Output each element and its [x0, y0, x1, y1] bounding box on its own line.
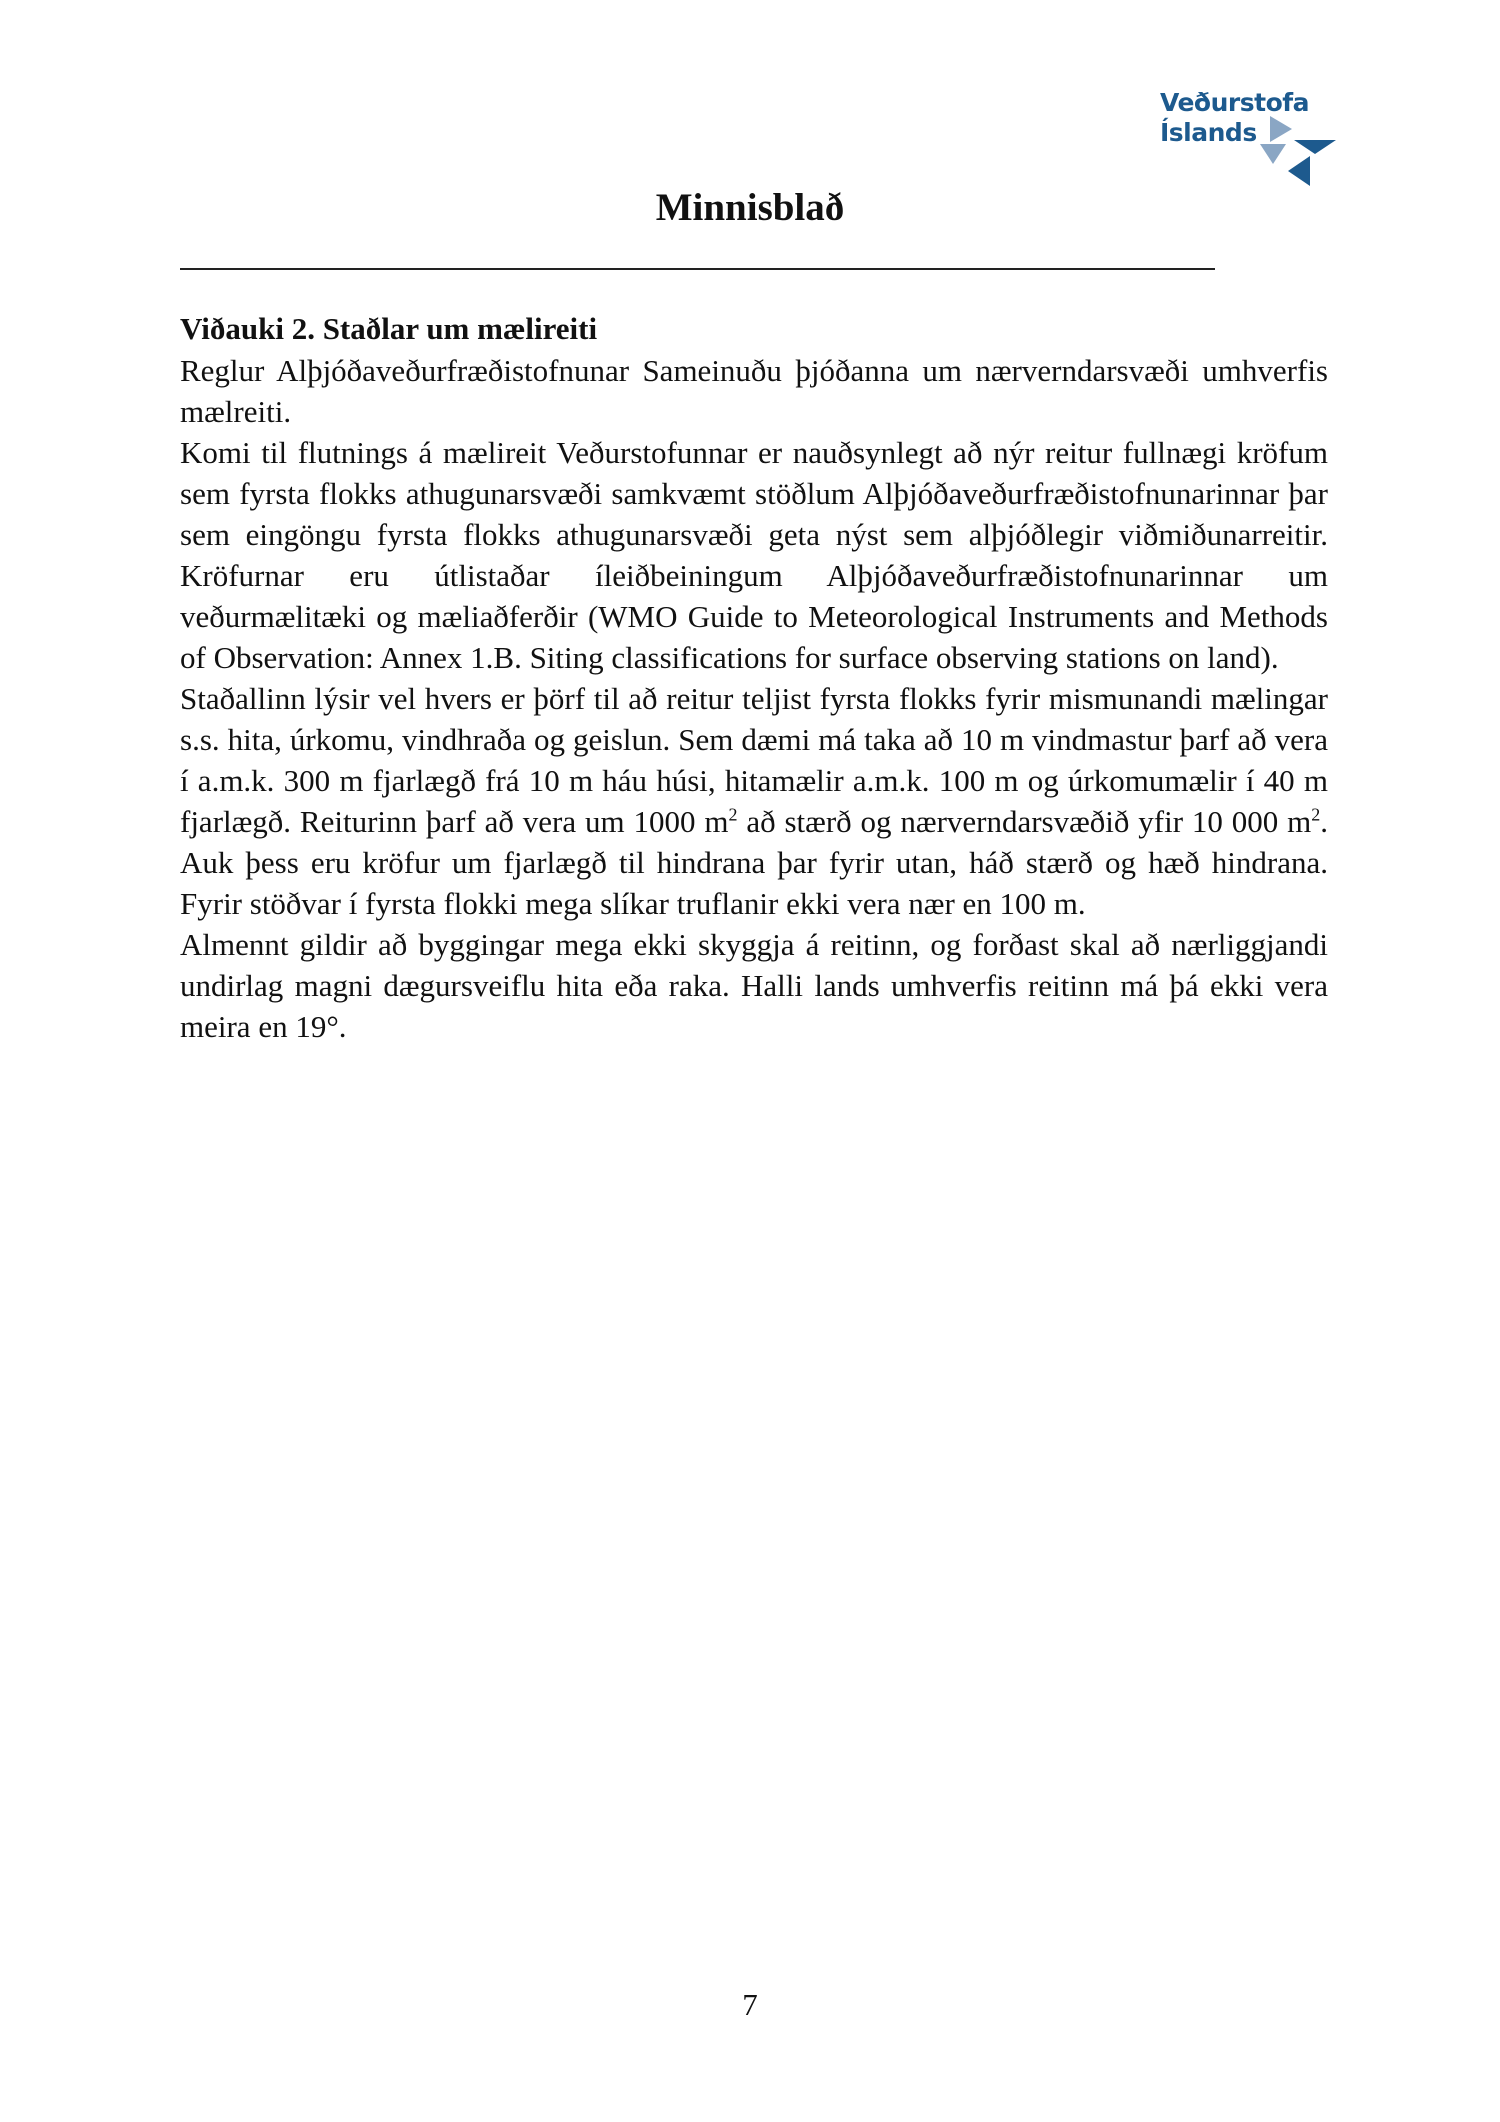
- document-title: Minnisblað: [655, 186, 845, 229]
- logo-line1: Veðurstofa: [1160, 88, 1309, 117]
- paragraph-3-part3: . Auk þess eru kröfur um fjarlægð til hindrana þar fyrir utan, háð stærð og hæð hindrana. Fyrir stöðvar í fyrsta flokki mega slíkar truflanir ekki vera nær en 100 m.: [180, 804, 1329, 921]
- organization-logo: [1160, 88, 1340, 188]
- logo-arrow-right: [1270, 116, 1292, 142]
- logo-arrow-left: [1288, 156, 1310, 186]
- document-body: [180, 308, 1328, 1047]
- paragraph-1: Reglur Alþjóðaveðurfræðistofnunar Sameinuðu þjóðanna um nærverndarsvæði umhverfis mælreiti.: [180, 353, 1328, 429]
- paragraph-3-part1: Staðallinn lýsir vel hvers er þörf til að reitur teljist fyrsta flokks fyrir mismunandi mælingar s.s. hita, úrkomu, vindhraða og geislun. Sem dæmi má taka að 10 m vindmastur þarf að vera í a.m.k. 300 m fjarlægð frá 10 m háu húsi, hitamælir a.m.k. 100 m og úrkomumælir í 40 m fjarlægð. Reiturinn þarf að vera um 1000 m: [180, 681, 1328, 839]
- logo-arrow-down-left: [1260, 144, 1286, 164]
- section-heading: Viðauki 2. Staðlar um mælireiti: [180, 311, 598, 346]
- paragraph-4: Almennt gildir að byggingar mega ekki skyggja á reitinn, og forðast skal að nærliggjandi undirlag magni dægursveiflu hita eða raka. Halli lands umhverfis reitinn má þá ekki vera meira en 19°.: [180, 927, 1328, 1044]
- logo-line2: Íslands: [1160, 118, 1257, 147]
- paragraph-3: [180, 678, 1328, 924]
- superscript-squared: 2: [1311, 804, 1321, 825]
- paragraph-2: Komi til flutnings á mælireit Veðurstofunnar er nauðsynlegt að nýr reitur fullnægi kröfum sem fyrsta flokks athugunarsvæði samkvæmt stöðlum Alþjóðaveðurfræðistofnunarinnar þar sem eingöngu fyrsta flokks athugunarsvæði geta nýst sem alþjóðlegir viðmiðunarreitir. Kröfurnar eru útlistaðar íleiðbeiningum Alþjóðaveðurfræðistofnunarinnar um veðurmælitæki og mæliaðferðir (WMO Guide to Meteorological Instruments and Methods of Observation: Annex 1.B. Siting classifications for surface observing stations on land).: [180, 435, 1328, 675]
- superscript-squared: 2: [728, 804, 738, 825]
- page-number: 7: [742, 1987, 758, 2022]
- logo-arrow-down: [1294, 140, 1336, 154]
- paragraph-3-part2: að stærð og nærverndarsvæðið yfir 10 000 m: [737, 804, 1312, 839]
- title-divider: [180, 268, 1215, 270]
- vi-compass-arrows-icon: [1260, 116, 1340, 188]
